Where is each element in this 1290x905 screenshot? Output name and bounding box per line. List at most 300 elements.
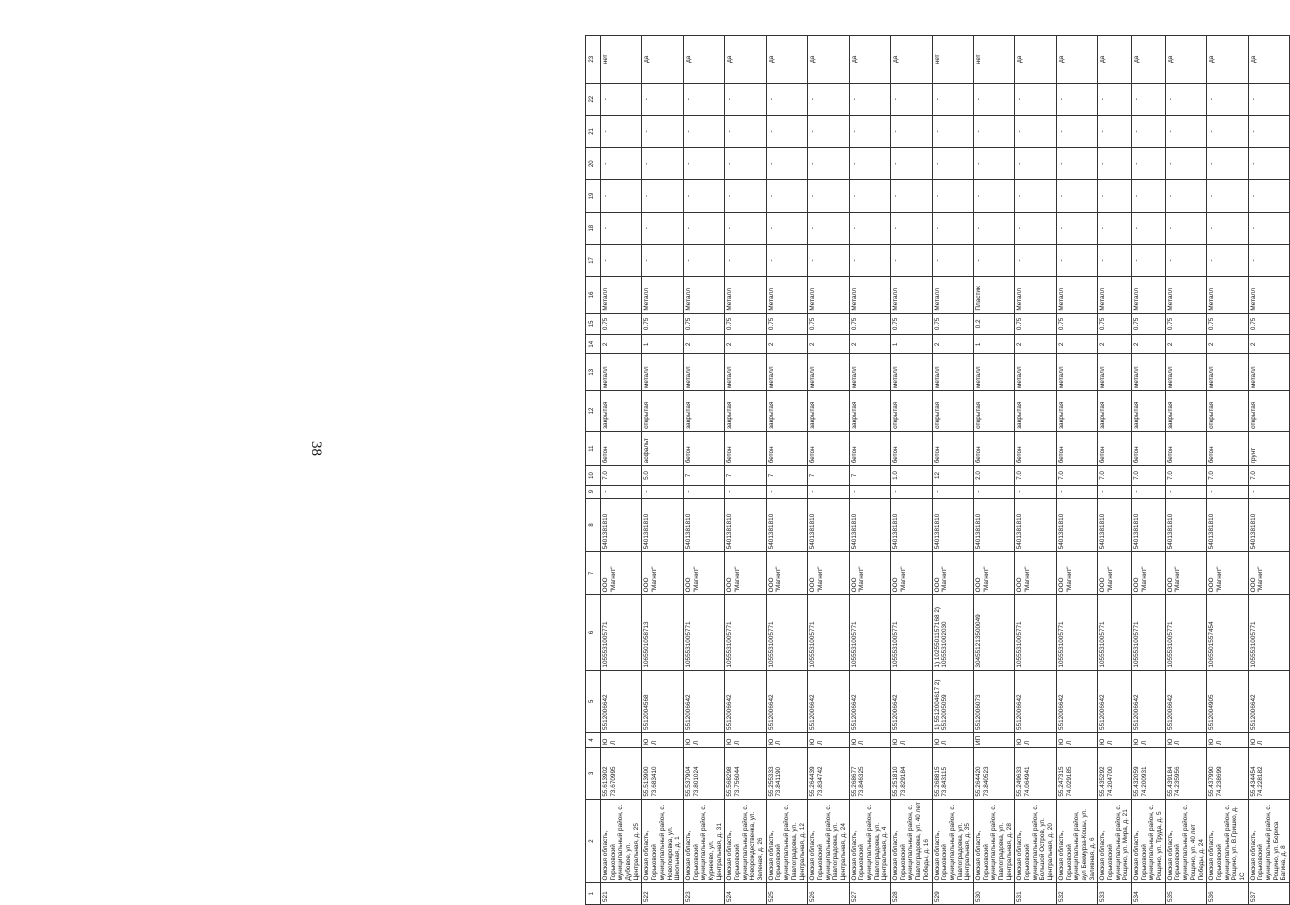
table-cell: металл <box>1056 354 1097 391</box>
table-cell: 55.434454 74.228182 <box>1248 748 1289 800</box>
table-cell: - <box>1207 180 1248 212</box>
table-cell: - <box>891 148 932 180</box>
table-cell: Металл <box>766 277 807 314</box>
table-cell: Металл <box>1132 277 1166 314</box>
table-cell: 2.0 <box>973 466 1014 485</box>
table-cell: 2 <box>849 335 890 354</box>
table-cell: 7.0 <box>1207 466 1248 485</box>
table-cell: - <box>808 148 849 180</box>
table-cell: 7 <box>725 466 766 485</box>
table-cell: Металл <box>1015 277 1056 314</box>
table-cell: 7.0 <box>1015 466 1056 485</box>
table-cell: - <box>1165 212 1206 244</box>
column-number-cell: 5 <box>586 670 601 732</box>
table-cell: - <box>766 83 807 115</box>
table-cell: металл <box>849 354 890 391</box>
table-cell: - <box>1132 485 1166 498</box>
table-row <box>1165 36 1206 905</box>
table-cell: Металл <box>601 277 642 314</box>
table-cell: металл <box>642 354 683 391</box>
table-cell: 1055531005771 <box>683 595 724 670</box>
table-cell: - <box>1015 83 1056 115</box>
table-row <box>1015 36 1056 905</box>
table-cell: закрытая <box>1056 391 1097 432</box>
table-cell: 533 <box>1098 883 1132 905</box>
table-cell: ЮЛ <box>1056 732 1097 747</box>
table-row <box>808 36 849 905</box>
table-cell: 12 <box>932 466 973 485</box>
table-cell: металл <box>973 354 1014 391</box>
table-cell: 5512006642 <box>683 670 724 732</box>
column-number-cell: 21 <box>586 115 601 147</box>
table-cell: 7 <box>808 466 849 485</box>
table-body <box>601 36 1290 905</box>
table-row <box>725 36 766 905</box>
table-cell: металл <box>1098 354 1132 391</box>
table-cell: 0.75 <box>766 313 807 335</box>
table-cell: - <box>808 115 849 147</box>
page-number: 38 <box>308 441 324 456</box>
table-cell: 0.75 <box>1098 313 1132 335</box>
column-number-row <box>586 36 601 905</box>
table-cell: 7 <box>849 466 890 485</box>
table-cell: 534 <box>1132 883 1166 905</box>
table-cell: 55.268815 73.843115 <box>932 748 973 800</box>
table-cell: 1) 1025501157168 2) 1055531002030 <box>932 595 973 670</box>
table-cell: открытая <box>1207 391 1248 432</box>
table-cell: 2 <box>766 335 807 354</box>
table-cell: 522 <box>642 883 683 905</box>
table-cell: - <box>1015 485 1056 498</box>
table-cell: - <box>1056 212 1097 244</box>
table-cell: ООО "Магнит" <box>1098 552 1132 595</box>
table-cell: 1065501557454 <box>1207 595 1248 670</box>
table-cell: 5512006642 <box>601 670 642 732</box>
table-cell: бетон <box>601 431 642 465</box>
table-cell: - <box>1248 83 1289 115</box>
table-cell: металл <box>808 354 849 391</box>
table-cell: - <box>1098 212 1132 244</box>
table-cell: Металл <box>849 277 890 314</box>
table-cell: 5512006642 <box>766 670 807 732</box>
table-cell: закрытая <box>766 391 807 432</box>
table-cell: 5512006642 <box>891 670 932 732</box>
table-cell: - <box>849 212 890 244</box>
table-cell: ООО "Магнит" <box>601 552 642 595</box>
table-cell: 5401381810 <box>601 498 642 552</box>
table-cell: 55.247315 74.029185 <box>1056 748 1097 800</box>
table-cell: ООО "Магнит" <box>1056 552 1097 595</box>
table-cell: - <box>891 83 932 115</box>
table-cell: ООО "Магнит" <box>725 552 766 595</box>
table-cell: 55.537904 73.801024 <box>683 748 724 800</box>
table-cell: - <box>973 244 1014 276</box>
table-cell: - <box>725 180 766 212</box>
table-cell: 1055531005771 <box>1248 595 1289 670</box>
table-cell: - <box>683 244 724 276</box>
column-number-cell: 15 <box>586 313 601 335</box>
table-cell: да <box>1132 36 1166 84</box>
table-cell: - <box>973 485 1014 498</box>
column-number-cell: 22 <box>586 83 601 115</box>
table-cell: ЮЛ <box>891 732 932 747</box>
table-cell: Омская область, Горьковский муниципальный район, с. Рощино, ул. Труда, д. 5 <box>1132 799 1166 883</box>
column-number-cell: 7 <box>586 552 601 595</box>
table-cell: 5512006642 <box>849 670 890 732</box>
table-cell: Металл <box>683 277 724 314</box>
table-cell: - <box>932 244 973 276</box>
column-number-cell: 3 <box>586 748 601 800</box>
table-cell: 524 <box>725 883 766 905</box>
table-cell: металл <box>1165 354 1206 391</box>
table-cell: 0.75 <box>642 313 683 335</box>
table-cell: закрытая <box>725 391 766 432</box>
table-cell: 5512004568 <box>642 670 683 732</box>
table-cell: - <box>932 212 973 244</box>
table-cell: металл <box>932 354 973 391</box>
table-cell: 1055531005771 <box>1165 595 1206 670</box>
table-cell: 1055531005771 <box>849 595 890 670</box>
table-cell: 5512006642 <box>808 670 849 732</box>
table-cell: - <box>891 115 932 147</box>
table-cell: Омская область, Горьковский муниципальный район, с. Новопокровка, ул. Школьная, д. 1 <box>642 799 683 883</box>
table-cell: открытая <box>1248 391 1289 432</box>
table-cell: 2 <box>1248 335 1289 354</box>
table-cell: металл <box>725 354 766 391</box>
table-cell: металл <box>1015 354 1056 391</box>
table-cell: - <box>683 83 724 115</box>
table-cell: 7.0 <box>1098 466 1132 485</box>
table-cell: грунт <box>1248 431 1289 465</box>
table-cell: 7.0 <box>1132 466 1166 485</box>
column-number-cell: 16 <box>586 277 601 314</box>
table-cell: ООО "Магнит" <box>1132 552 1166 595</box>
table-cell: - <box>1098 148 1132 180</box>
table-cell: бетон <box>849 431 890 465</box>
table-cell: - <box>1132 148 1166 180</box>
table-cell: - <box>601 83 642 115</box>
table-cell: 2 <box>808 335 849 354</box>
table-cell: 1055531005771 <box>1056 595 1097 670</box>
table-cell: 2 <box>1056 335 1097 354</box>
table-cell: 55.568298 73.756044 <box>725 748 766 800</box>
table-cell: - <box>1207 83 1248 115</box>
column-number-cell: 14 <box>586 335 601 354</box>
table-cell: ЮЛ <box>766 732 807 747</box>
table-cell: 1055531005771 <box>766 595 807 670</box>
table-cell: ООО "Магнит" <box>683 552 724 595</box>
table-cell: 536 <box>1207 883 1248 905</box>
table-cell: Омская область, Горьковский муниципальный район, с. Курнеево, ул. Центральная, д. 31 <box>683 799 724 883</box>
column-number-cell: 10 <box>586 466 601 485</box>
table-cell: 5512006642 <box>1132 670 1166 732</box>
table-cell: 55.249633 74.064941 <box>1015 748 1056 800</box>
table-cell: 1055531005771 <box>1132 595 1166 670</box>
table-cell: - <box>932 148 973 180</box>
table-cell: закрытая <box>1165 391 1206 432</box>
table-cell: 0.75 <box>808 313 849 335</box>
table-cell: бетон <box>1015 431 1056 465</box>
table-cell: бетон <box>891 431 932 465</box>
table-cell: Омская область, Горьковский муниципальный район, с. Рощино, ул. 40 лет Победы, д. 24 <box>1165 799 1206 883</box>
table-cell: 0.75 <box>1165 313 1206 335</box>
table-cell: закрытая <box>1015 391 1056 432</box>
table-cell: - <box>601 485 642 498</box>
table-cell: - <box>725 115 766 147</box>
table-cell: бетон <box>1132 431 1166 465</box>
table-cell: металл <box>1248 354 1289 391</box>
table-cell: 5401381810 <box>1248 498 1289 552</box>
table-cell: закрытая <box>601 391 642 432</box>
table-cell: - <box>849 115 890 147</box>
table-cell: - <box>1165 115 1206 147</box>
table-cell: ЮЛ <box>932 732 973 747</box>
table-cell: - <box>1015 212 1056 244</box>
table-cell: да <box>1248 36 1289 84</box>
table-cell: - <box>808 485 849 498</box>
table-cell: 1055531005771 <box>725 595 766 670</box>
table-cell: - <box>1132 212 1166 244</box>
table-cell: 1 <box>642 335 683 354</box>
table-cell: бетон <box>1056 431 1097 465</box>
table-cell: 5401381810 <box>808 498 849 552</box>
table-cell: металл <box>766 354 807 391</box>
table-row <box>932 36 973 905</box>
table-cell: - <box>766 180 807 212</box>
table-cell: 5401381810 <box>932 498 973 552</box>
table-cell: ЮЛ <box>725 732 766 747</box>
table-cell: 55.432059 74.200931 <box>1132 748 1166 800</box>
table-cell: - <box>1098 244 1132 276</box>
table-cell: Омская область, Горьковский муниципальный район, с. Рощино, ул. Бориса Багина, д. 8 <box>1248 799 1289 883</box>
table-cell: - <box>891 212 932 244</box>
table-cell: 5401381810 <box>725 498 766 552</box>
table-cell: да <box>1015 36 1056 84</box>
table-cell: - <box>973 83 1014 115</box>
table-cell: - <box>1248 244 1289 276</box>
table-cell: 5512006642 <box>1015 670 1056 732</box>
table-cell: - <box>601 115 642 147</box>
table-cell: 5401381810 <box>683 498 724 552</box>
table-cell: 5401381810 <box>1056 498 1097 552</box>
table-cell: 5512006073 <box>973 670 1014 732</box>
table-cell: да <box>849 36 890 84</box>
table-cell: бетон <box>1207 431 1248 465</box>
table-cell: - <box>808 180 849 212</box>
table-cell: - <box>642 212 683 244</box>
table-cell: 7.0 <box>601 466 642 485</box>
table-cell: 0.75 <box>1132 313 1166 335</box>
table-cell: закрытая <box>808 391 849 432</box>
table-cell: металл <box>891 354 932 391</box>
column-number-cell: 17 <box>586 244 601 276</box>
table-cell: 2 <box>725 335 766 354</box>
table-cell: ООО "Магнит" <box>1015 552 1056 595</box>
table-cell: Металл <box>932 277 973 314</box>
table-cell: Омская область, Горьковский муниципальный район, с. Павлоградовка, ул. Центральная, д. 24 <box>808 799 849 883</box>
table-cell: - <box>1207 485 1248 498</box>
table-cell: - <box>1015 180 1056 212</box>
table-cell: - <box>725 83 766 115</box>
table-cell: открытая <box>891 391 932 432</box>
column-number-cell: 11 <box>586 431 601 465</box>
table-cell: 1055531005771 <box>891 595 932 670</box>
table-cell: 0.2 <box>973 313 1014 335</box>
table-cell: - <box>1015 148 1056 180</box>
table-cell: ЮЛ <box>683 732 724 747</box>
table-cell: - <box>1207 115 1248 147</box>
table-cell: ООО "Магнит" <box>766 552 807 595</box>
table-cell: 2 <box>1132 335 1166 354</box>
column-number-cell: 6 <box>586 595 601 670</box>
table-cell: металл <box>1207 354 1248 391</box>
table-cell: 0.75 <box>601 313 642 335</box>
table-cell: - <box>601 244 642 276</box>
table-cell: - <box>766 212 807 244</box>
table-cell: - <box>683 115 724 147</box>
table-cell: 1) 5512004617 2) 5512005059 <box>932 670 973 732</box>
table-cell: Омская область, Горьковский муниципальный район, с. Дубовое, ул. Центральная, д. 25 <box>601 799 642 883</box>
table-cell: 5.0 <box>642 466 683 485</box>
table-cell: да <box>1098 36 1132 84</box>
table-cell: открытая <box>973 391 1014 432</box>
table-cell: металл <box>683 354 724 391</box>
table-cell: ЮЛ <box>1132 732 1166 747</box>
table-cell: 0.75 <box>849 313 890 335</box>
table-cell: Омская область, Горьковский муниципальный район, с. Павлоградовка, ул. Центральная, д. 28 <box>973 799 1014 883</box>
table-cell: 0.75 <box>1056 313 1097 335</box>
table-cell: ЮЛ <box>1165 732 1206 747</box>
table-cell: 2 <box>1015 335 1056 354</box>
table-cell: - <box>1098 115 1132 147</box>
registry-table <box>585 35 1290 905</box>
table-cell: ЮЛ <box>1207 732 1248 747</box>
table-row <box>1248 36 1289 905</box>
table-cell: 532 <box>1056 883 1097 905</box>
table-row <box>891 36 932 905</box>
table-cell: - <box>808 212 849 244</box>
table-cell: Металл <box>891 277 932 314</box>
table-cell: 1055531005771 <box>601 595 642 670</box>
table-cell: ООО "Магнит" <box>1248 552 1289 595</box>
table-cell: ЮЛ <box>642 732 683 747</box>
table-cell: - <box>725 244 766 276</box>
table-cell: 55.264420 73.840523 <box>973 748 1014 800</box>
table-cell: Омская область, Горьковский муниципальный район, с. Павлоградовка, ул. 40 лет Победы, д. 16 <box>891 799 932 883</box>
table-row <box>1132 36 1166 905</box>
table-cell: Металл <box>642 277 683 314</box>
table-cell: Металл <box>1207 277 1248 314</box>
table-cell: металл <box>601 354 642 391</box>
table-cell: - <box>973 115 1014 147</box>
table-cell: 5401381810 <box>849 498 890 552</box>
table-cell: - <box>642 115 683 147</box>
table-cell: 55.251810 73.829184 <box>891 748 932 800</box>
table-cell: закрытая <box>1132 391 1166 432</box>
table-cell: - <box>601 212 642 244</box>
table-cell: ЮЛ <box>601 732 642 747</box>
table-cell: 1 <box>973 335 1014 354</box>
table-row <box>1207 36 1248 905</box>
table-cell: - <box>1015 115 1056 147</box>
table-cell: 1055531005771 <box>1015 595 1056 670</box>
table-cell: - <box>601 180 642 212</box>
table-cell: 7 <box>683 466 724 485</box>
table-cell: 7.0 <box>1165 466 1206 485</box>
table-cell: 2 <box>1207 335 1248 354</box>
table-cell: 529 <box>932 883 973 905</box>
table-cell: 537 <box>1248 883 1289 905</box>
table-cell: 5401381810 <box>1207 498 1248 552</box>
table-cell: 5512006642 <box>1248 670 1289 732</box>
table-cell: 7.0 <box>1056 466 1097 485</box>
table-cell: Омская область, Горьковский муниципальный район, с. Павлоградовка, ул. Центральная, д. 4 <box>849 799 890 883</box>
table-cell: - <box>1056 180 1097 212</box>
column-number-cell: 19 <box>586 180 601 212</box>
table-cell: Омская область, Горьковский муниципальный район, с. Павлоградовка, ул. Центральная, д. 12 <box>766 799 807 883</box>
table-cell: да <box>1056 36 1097 84</box>
table-cell: - <box>932 115 973 147</box>
table-cell: - <box>849 83 890 115</box>
table-cell: - <box>1132 244 1166 276</box>
table-cell: Омская область, Горьковский муниципальный район, с. Рощино, ул. В.Гришко, д. 1С <box>1207 799 1248 883</box>
table-cell: - <box>891 180 932 212</box>
table-cell: - <box>683 180 724 212</box>
table-cell: - <box>1248 148 1289 180</box>
table-cell: 5512006642 <box>1098 670 1132 732</box>
table-cell: - <box>1056 485 1097 498</box>
table-cell: 2 <box>1165 335 1206 354</box>
table-cell: - <box>1132 180 1166 212</box>
table-cell: 55.255333 73.841190 <box>766 748 807 800</box>
table-cell: 525 <box>766 883 807 905</box>
table-cell: 1055531005771 <box>1098 595 1132 670</box>
table-cell: - <box>932 180 973 212</box>
table-cell: - <box>891 244 932 276</box>
table-cell: 5401381810 <box>1098 498 1132 552</box>
table-cell: ЮЛ <box>1248 732 1289 747</box>
table-cell: - <box>1165 485 1206 498</box>
table-cell: ЮЛ <box>1098 732 1132 747</box>
table-cell: 527 <box>849 883 890 905</box>
table-cell: - <box>1056 83 1097 115</box>
table-cell: - <box>725 485 766 498</box>
table-cell: 1055531005771 <box>808 595 849 670</box>
table-cell: бетон <box>973 431 1014 465</box>
table-cell: да <box>1207 36 1248 84</box>
table-row <box>766 36 807 905</box>
table-cell: Металл <box>725 277 766 314</box>
column-number-cell: 4 <box>586 732 601 747</box>
column-number-cell: 13 <box>586 354 601 391</box>
table-cell: - <box>766 485 807 498</box>
table-cell: - <box>642 485 683 498</box>
table-cell: - <box>601 148 642 180</box>
table-cell: - <box>1132 83 1166 115</box>
table-cell: 523 <box>683 883 724 905</box>
table-cell: ЮЛ <box>808 732 849 747</box>
table-cell: да <box>808 36 849 84</box>
rotated-table-frame <box>585 35 1288 905</box>
table-cell: 5512006642 <box>1165 670 1206 732</box>
table-cell: Омская область, Горьковский муниципальный район, с. Рощино, ул. Мира, д. 21 <box>1098 799 1132 883</box>
table-row <box>1056 36 1097 905</box>
table-cell: да <box>891 36 932 84</box>
table-cell: бетон <box>1098 431 1132 465</box>
column-number-cell: 9 <box>586 485 601 498</box>
table-cell: 521 <box>601 883 642 905</box>
table-cell: - <box>808 83 849 115</box>
